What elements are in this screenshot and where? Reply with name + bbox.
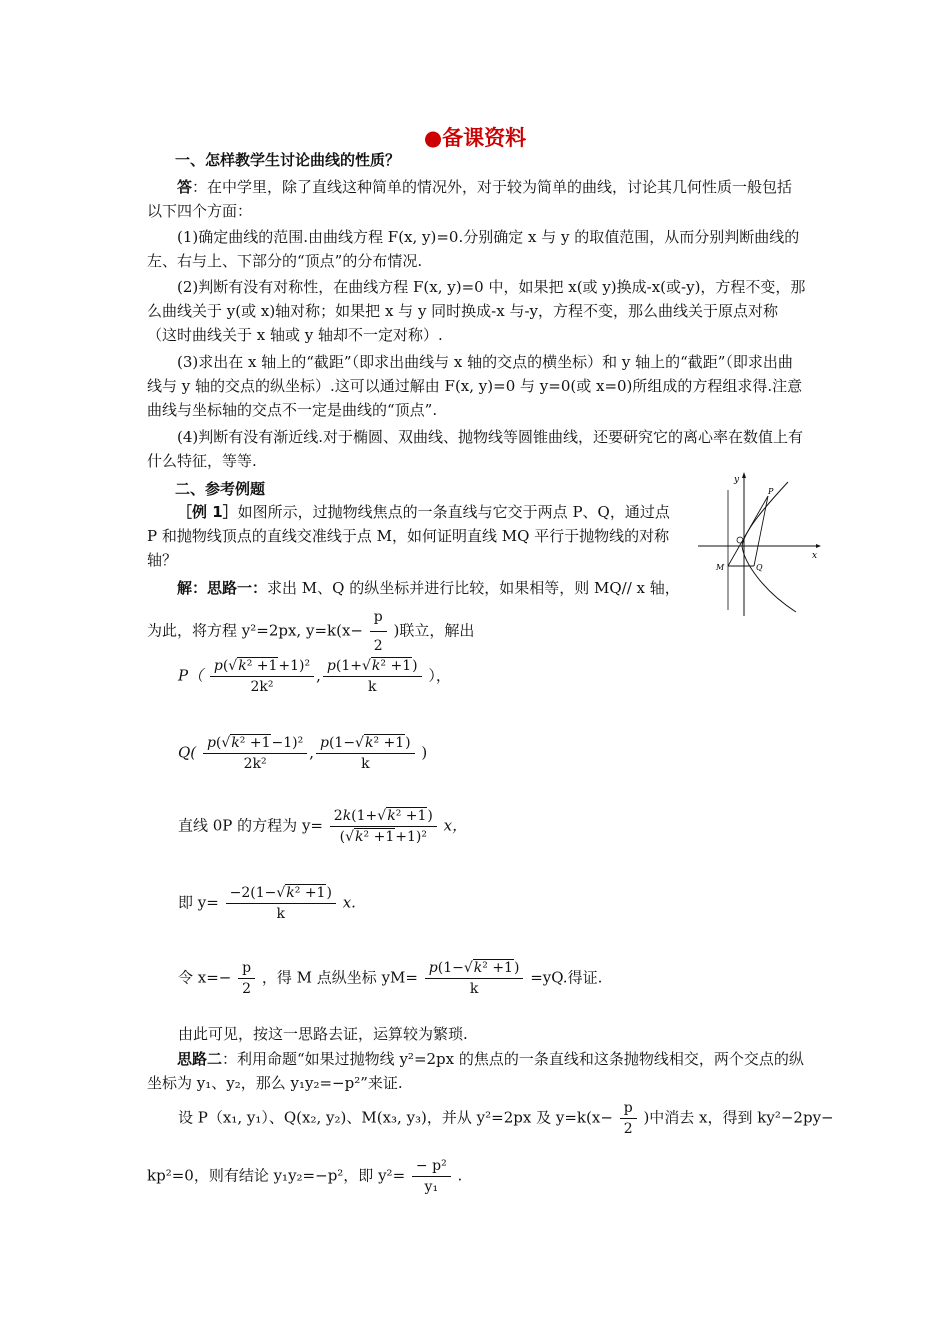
x-axis-arrow-icon [816, 544, 821, 548]
label-y: y [734, 475, 740, 485]
label-x: x [812, 551, 818, 561]
example-1-paragraph: ［例 1］如图所示，过抛物线焦点的一条直线与它交于两点 P、Q，通过点 P 和抛物线顶点的直线交准线于点 M，如何证明直线 MQ 平行于抛物线的对称轴？ [147, 503, 670, 569]
formula-ling: 令 x=− $\frac{p}{2}$ ，得 M 点纵坐标 yM= $\frac{\text{p(1−√k² +1)}}{k}$ =yQ.得证. [178, 960, 603, 997]
parabola-curve [742, 482, 796, 612]
formula-ji: 即 y= $\frac{\text{−2(1−√k² +1)}}{k}$ x. [178, 885, 356, 922]
section-1-heading: 一、怎样教学生讨论曲线的性质？ [175, 151, 401, 169]
point-2: (2)判断有没有对称性，在曲线方程 F(x, y)=0 中，如果把 x(或 y)换成-x(或-y)，方程不变，那么曲线关于 y(或 x)轴对称；如果把 x 与 y 同时换成-x 与-y，方程不变，那么曲线关于原点对称（这时曲线关于 x 轴或 y 轴却不一定对称）. [147, 278, 806, 344]
point-3: (3)求出在 x 轴上的“截距”（即求出曲线与 x 轴的交点的横坐标）和 y 轴上的“截距”（即求出曲线与 y 轴的交点的纵坐标）.这可以通过解由 F(x, y)=0 与 y=0(或 x=0)所组成的方程组求得.注意曲线与坐标轴的交点不一定是曲线的“顶点”. [147, 353, 803, 419]
idea-2-paragraph: 思路二：利用命题“如果过抛物线 y²=2px 的焦点的一条直线和这条抛物线相交，两个交点的纵坐标为 y₁、y₂，那么 y₁y₂=−p²”来证. [147, 1050, 804, 1092]
vertex-marker [737, 537, 743, 543]
focal-chord [754, 496, 768, 566]
point-4: (4)判断有没有渐近线.对于椭圆、双曲线、抛物线等圆锥曲线，还要研究它的离心率在数值上有什么特征，等等. [147, 428, 804, 470]
section-2-heading: 二、参考例题 [175, 480, 266, 498]
formula-op: 直线 0P 的方程为 y= $\frac{\text{2k(1+√k² +1)}}{\text{(√k² +1+1)²}}$ x， [178, 808, 468, 845]
formula-p: P（ $\frac{\text{p(√k² +1+1)²}}{\text{2k²}}$ , $\frac{\text{p(1+√k² +1)}}{k}$ ）， [178, 658, 451, 695]
conclusion-1: 由此可见，按这一思路去证，运算较为繁琐. [178, 1025, 468, 1043]
label-p: P [768, 487, 774, 496]
set-line-2: kp²=0，则有结论 y₁y₂=−p²，即 y²= $\frac{\text{− p²}}{\text{y₁}}$ . [147, 1158, 463, 1195]
label-m: M [716, 563, 725, 572]
parabola-figure [696, 470, 822, 618]
page-title: ●备课资料 [423, 126, 527, 150]
fraction-p-over-2: $\frac{p}{2}$ [370, 605, 387, 658]
bullet-dot-icon: ● [423, 126, 443, 150]
set-line-1: 设 P（x₁, y₁）、Q(x₂, y₂)、M(x₃, y₃)，并从 y²=2px 及 y=k(x− $\frac{p}{2}$ )中消去 x，得到 ky²−2py− [178, 1100, 834, 1137]
answer-paragraph: 答：在中学里，除了直线这种简单的情况外，对于较为简单的曲线，讨论其几何性质一般包括以下四个方面： [147, 178, 793, 220]
label-q: Q [756, 563, 763, 572]
solution-line-2: 为此，将方程 y²=2px, y=k(x− $\frac{p}{2}$ )联立，解出 [147, 605, 807, 658]
solution-line-1: 解：思路一：求出 M、Q 的纵坐标并进行比较，如果相等，则 MQ// x 轴， [177, 579, 680, 597]
y-axis-arrow-icon [742, 472, 746, 478]
formula-q: Q( $\frac{\text{p(√k² +1−1)²}}{\text{2k²}}$ , $\frac{\text{p(1−√k² +1)}}{k}$ ) [178, 735, 428, 772]
point-1: (1)确定曲线的范围.由曲线方程 F(x, y)=0.分别确定 x 与 y 的取值范围，从而分别判断曲线的左、右与上、下部分的“顶点”的分布情况. [147, 228, 800, 270]
line-op [728, 496, 768, 566]
